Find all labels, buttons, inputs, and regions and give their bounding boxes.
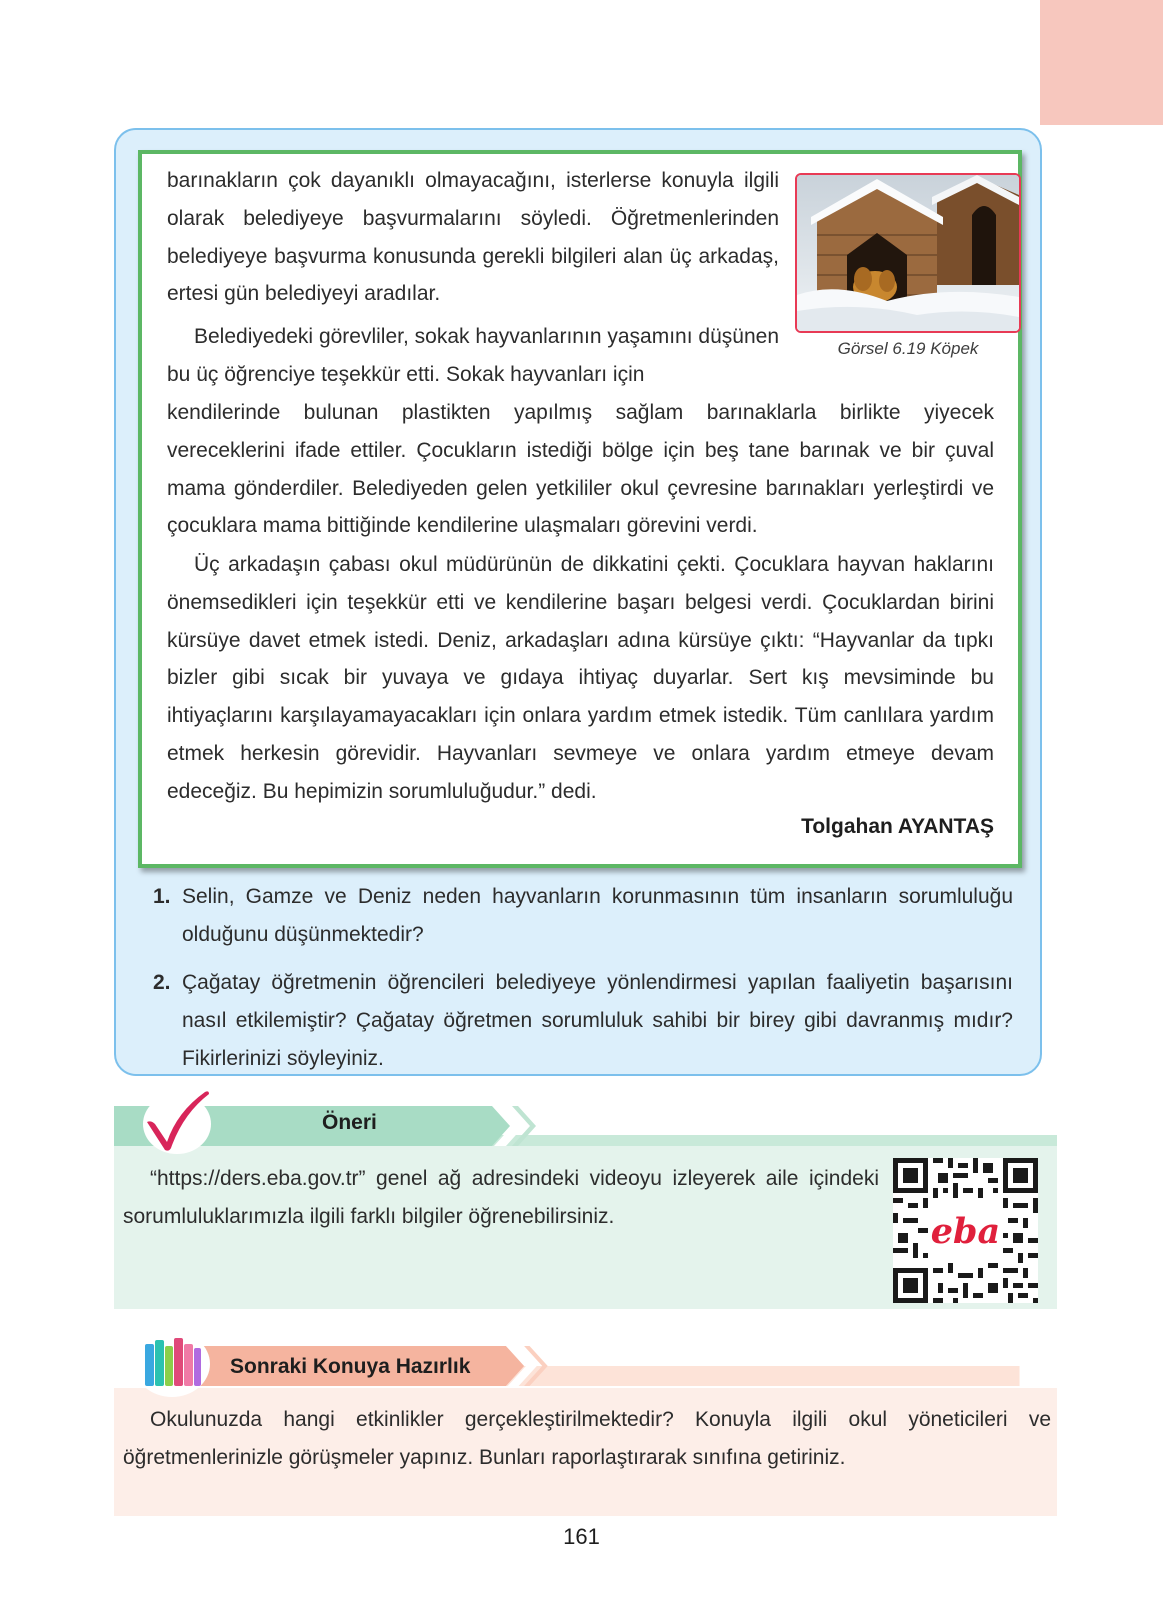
author-name: Tolgahan AYANTAŞ [801,815,994,838]
oneri-text: “https://ders.eba.gov.tr” genel ağ adresindeki videoyu izleyerek aile içindeki sorumluluklarımızla ilgili farklı bilgiler öğrenebilirsiniz. [123,1167,879,1228]
sonraki-text: Okulunuzda hangi etkinlikler gerçekleştirilmektedir? Konuyla ilgili okul yöneticileri ve öğretmenlerinizle görüşmeler yapınız. Bunları raporlaştırarak sınıfına getiriniz. [123,1408,1051,1469]
oneri-title: Öneri [322,1111,377,1134]
question-1 [153,878,1013,954]
question-text: Selin, Gamze ve Deniz neden hayvanların korunmasının tüm insanların sorumluluğu olduğunu düşünmektedir? [182,885,1013,946]
reading-paragraph-1: barınakların çok dayanıklı olmayacağını, isterlerse konuyla ilgili olarak belediyeye başvurmalarını söyledi. Öğretmenlerinden belediyeye başvurma konusunda gerekli bilgileri alan üç arkadaş, ertesi gün belediyeyi aradılar. [167,169,779,306]
eba-logo: eba [930,1211,1001,1252]
checkmark-icon [133,1086,213,1158]
reading-paragraph-3: Üç arkadaşın çabası okul müdürünün de dikkatini çekti. Çocuklara hayvan haklarını önemsedikleri için teşekkür etti ve kendilerine başarı belgesi verdi. Çocuklardan birini kürsüye davet etmek istedi. Deniz, arkadaşları adına kürsüye çıktı: “Hayvanlar da tıpkı bizler gibi sıcak bir yuvaya ve gıdaya ihtiyaç duyarlar. Sert kış mevsiminde bu ihtiyaçlarını karşılayamayacakları için onlara yardım etmek istedik. Tüm canlılara yardım etmek herkesin görevidir. Hayvanları sevmeye ve onlara yardım etmeye devam edeceğiz. Bu hepimizin sorumluluğudur.” dedi. [167,553,994,803]
books-icon [131,1326,213,1398]
sonraki-title: Sonraki Konuya Hazırlık [230,1355,471,1378]
reading-paragraph-2-start: Belediyedeki görevliler, sokak hayvanlarının yaşamını düşünen bu üç öğrenciye teşekkür etti. Sokak hayvanları için [167,325,779,386]
oneri-header-band [114,1106,1163,1146]
question-number: 1. [153,885,171,908]
question-number: 2. [153,971,171,994]
image-caption: Görsel 6.19 Köpek [837,339,979,358]
reading-paragraph-2-end: kendilerinde bulunan plastikten yapılmış sağlam barınaklarla birlikte yiyecek vereceklerini ifade ettiler. Çocukların istediği bölge için beş tane barınak ve bir çuval mama gönderdiler. Belediyeden gelen yetkililer okul çevresine barınakları yerleştirdi ve çocuklara mama bittiğinde kendilerine ulaşmaları görevini verdi. [167,401,994,538]
page-number: 161 [563,1524,600,1549]
qr-code-icon[interactable] [893,1158,1038,1303]
question-2 [153,964,1013,1077]
question-text: Çağatay öğretmenin öğrencileri belediyeye yönlendirmesi yapılan faaliyetin başarısını nasıl etkilemiştir? Çağatay öğretmen sorumluluk sahibi bir birey gibi davranmış mıdır? Fikirlerinizi söyleyiniz. [182,971,1013,1070]
dog-kennel-photo [795,173,1021,333]
chapter-corner-tab [1040,0,1163,125]
